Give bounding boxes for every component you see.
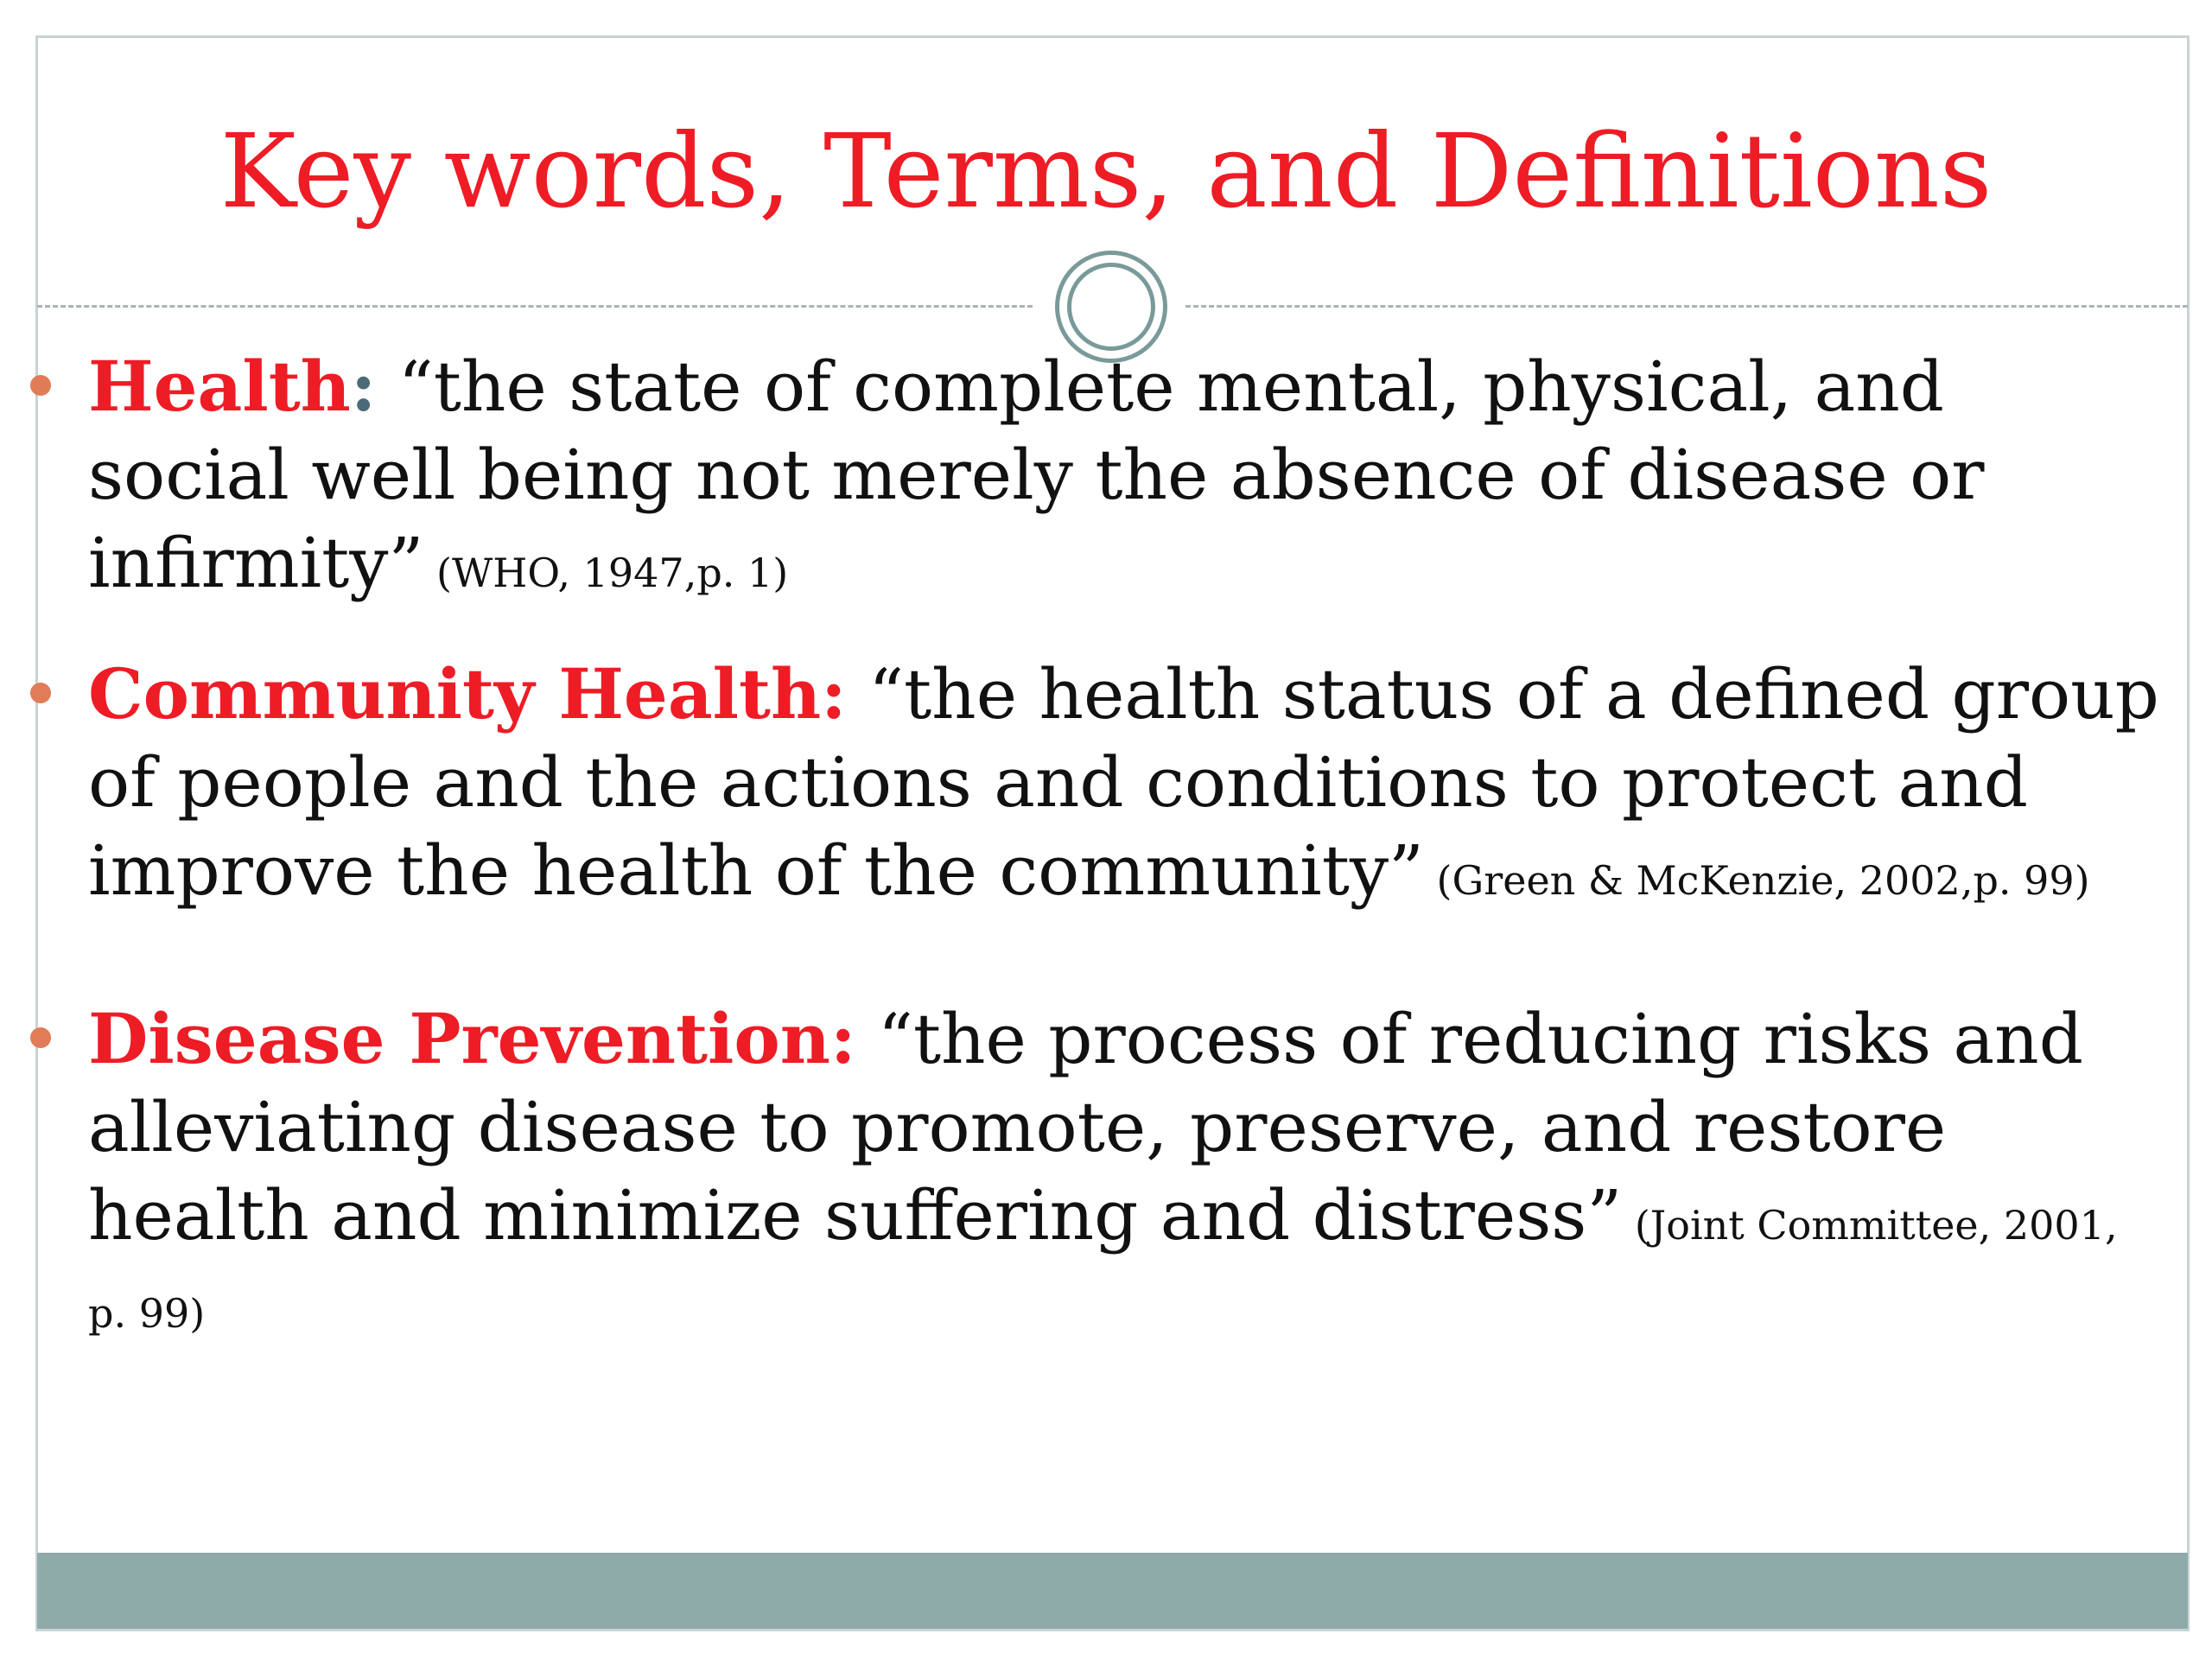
definition-disease-prevention	[88, 995, 2162, 1348]
citation: (Green & McKenzie, 2002,p. 99)	[1423, 857, 2090, 904]
term-label: Disease Prevention:	[88, 998, 856, 1079]
term-colon: :	[350, 346, 377, 427]
term-label: Community Health:	[88, 653, 847, 734]
bullet-dot-icon	[30, 683, 51, 703]
footer-band	[37, 1553, 2188, 1629]
term-label: Health	[88, 346, 351, 427]
definition-text: “the health status of a defined group of people and the actions and conditions to protect and improve the health of the community”	[88, 654, 2159, 911]
citation: (WHO, 1947,p. 1)	[423, 550, 789, 596]
bullet-dot-icon	[30, 375, 51, 396]
citation: (Joint Committee, 2001, p. 99)	[88, 1202, 2118, 1337]
definition-community-health	[88, 650, 2162, 915]
definition-health	[88, 342, 2162, 607]
definition-text: “the state of complete mental, physical, and social well being not merely the absence of disease or infirmity”	[88, 346, 1985, 603]
slide-title: Key words, Terms, and Definitions	[219, 111, 1993, 231]
definition-text: “the process of reducing risks and alleviating disease to promote, preserve, and restore health and minimize suffering and distress”	[88, 999, 2083, 1255]
bullet-dot-icon	[30, 1027, 51, 1048]
